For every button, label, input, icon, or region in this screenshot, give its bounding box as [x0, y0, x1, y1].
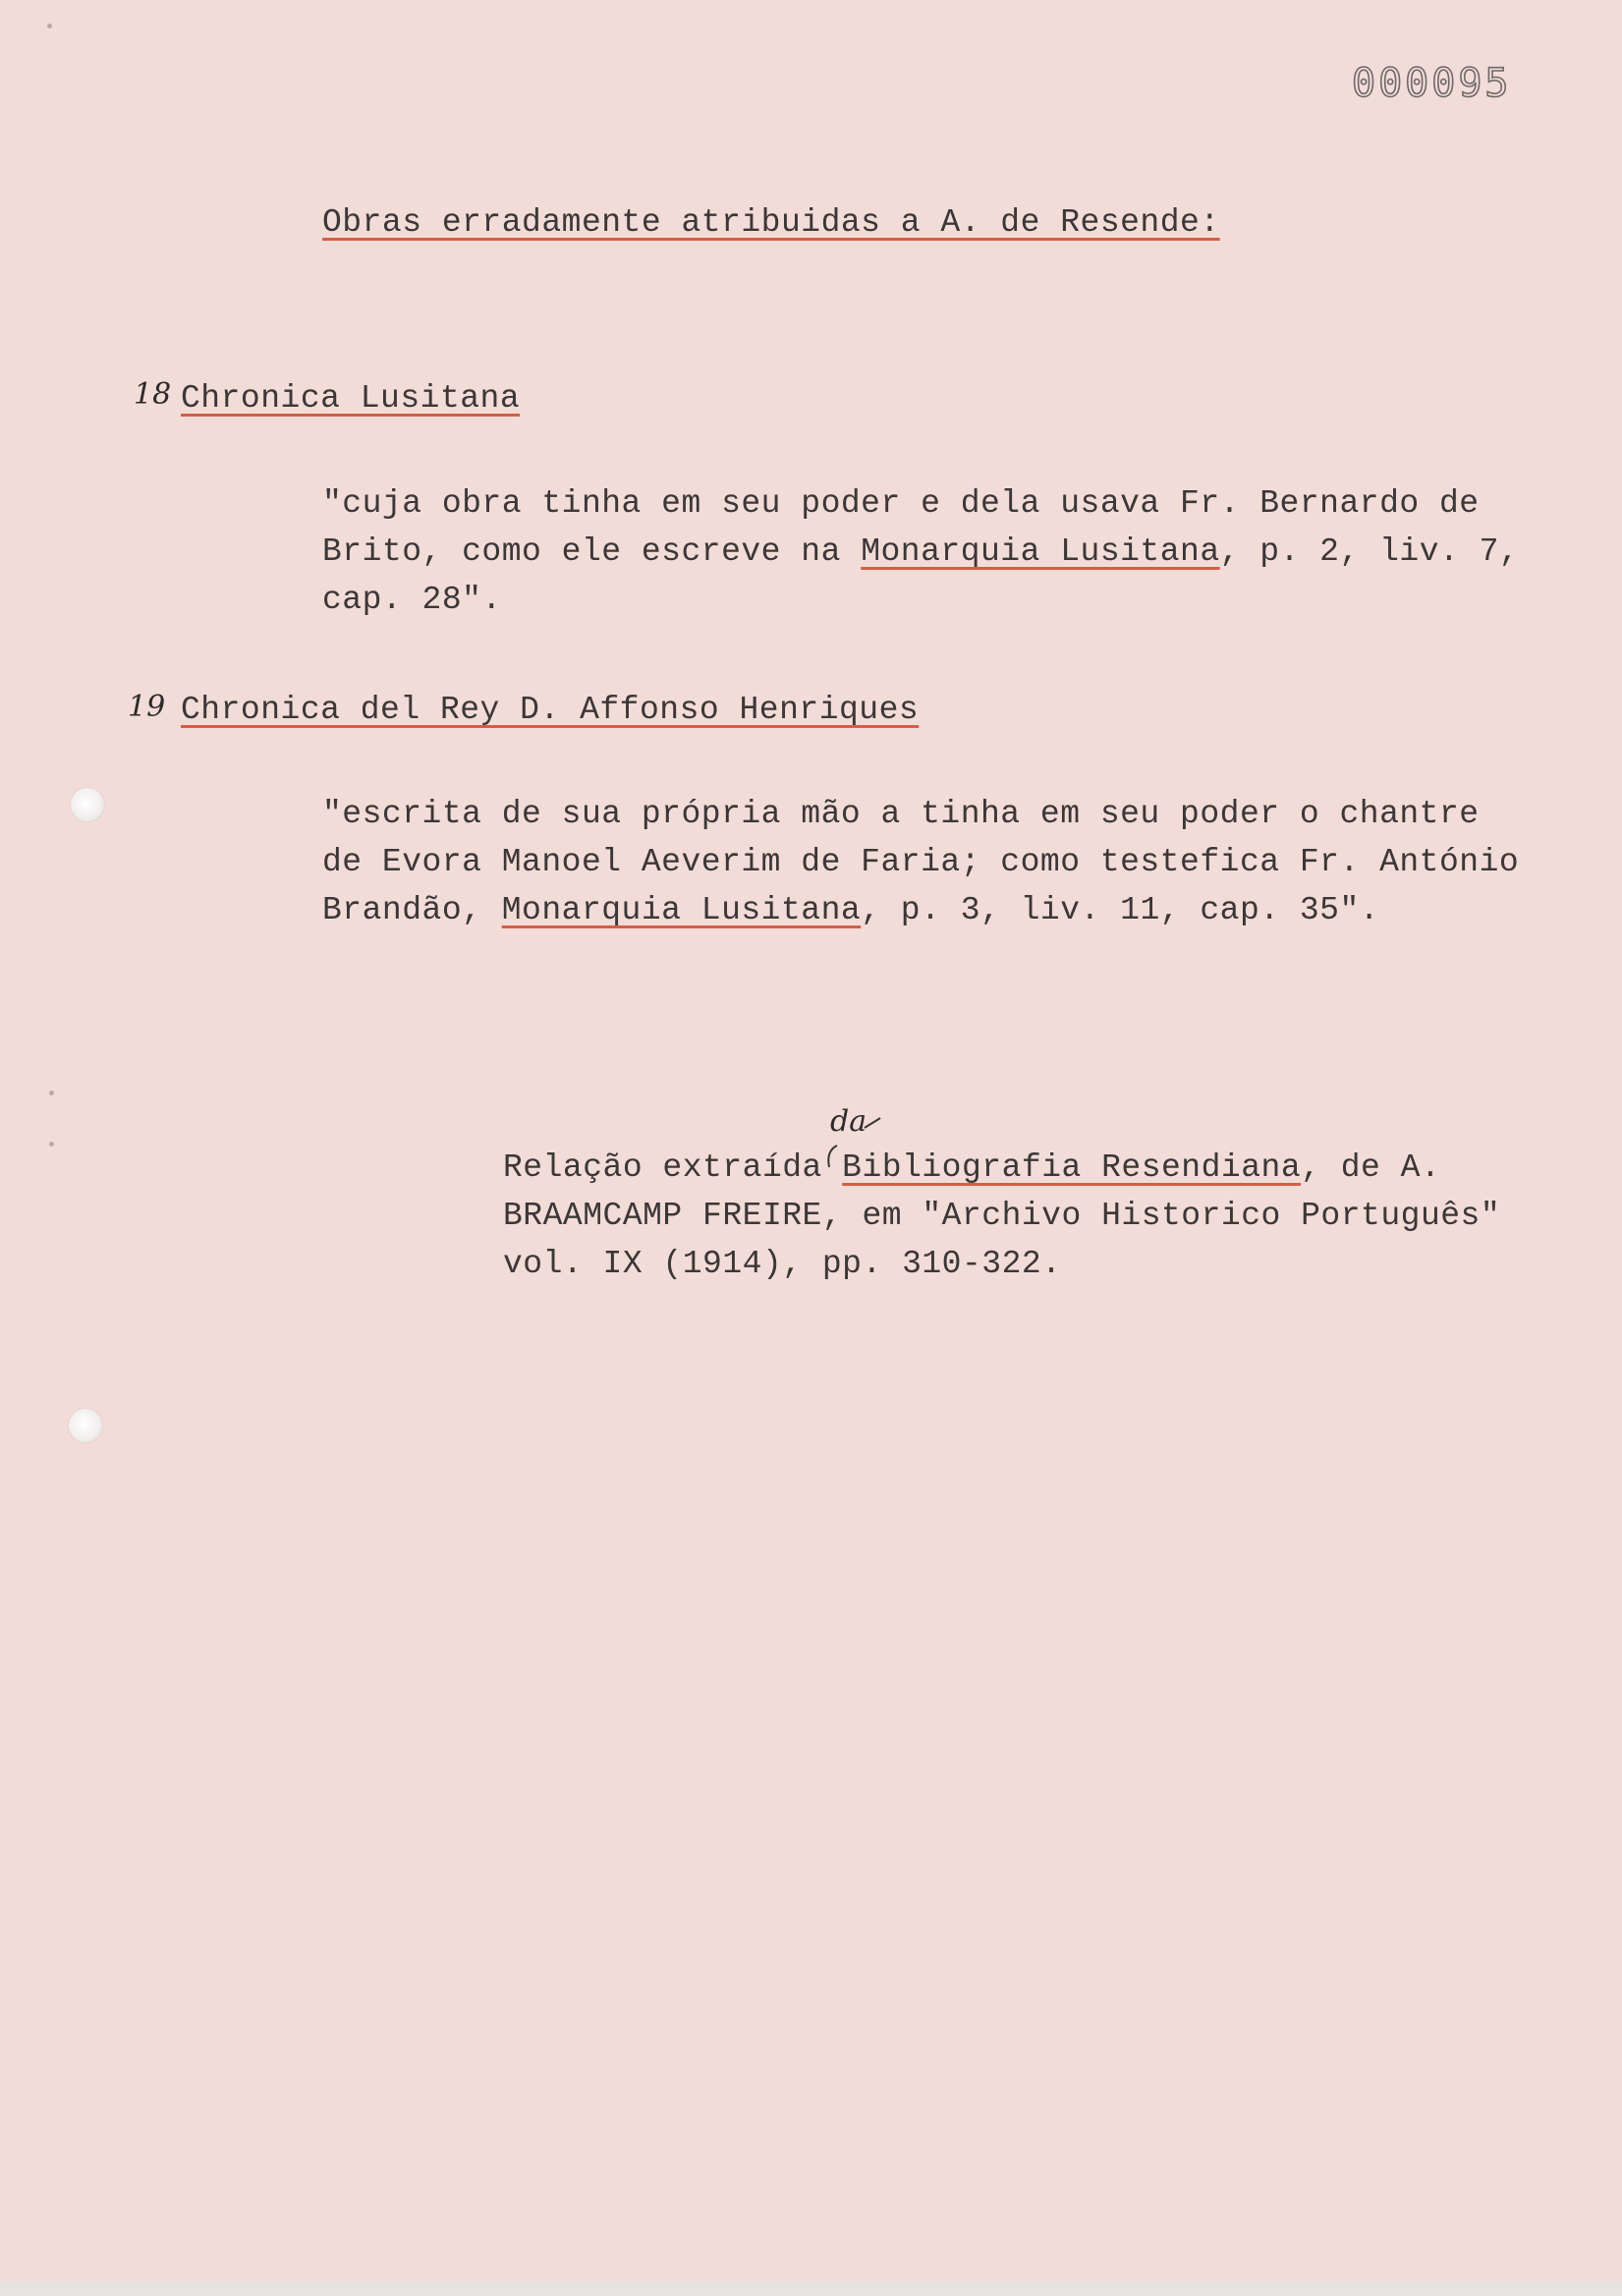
- paper-speck: [49, 1142, 54, 1147]
- entry-number-18: 18: [134, 377, 172, 412]
- work-title-monarquia: Monarquia Lusitana: [861, 533, 1220, 570]
- source-note: [503, 1144, 1500, 1288]
- entry-title-18: Chronica Lusitana: [181, 380, 521, 417]
- source-note-line: BRAAMCAMP FREIRE, em "Archivo Historico Português": [503, 1198, 1501, 1234]
- entry-quote-19: [322, 790, 1519, 934]
- quote-line: "cuja obra tinha em seu poder e dela usava Fr. Bernardo de: [322, 485, 1480, 522]
- quote-line: cap. 28".: [322, 582, 502, 618]
- quote-line: de Evora Manoel Aeverim de Faria; como testefica Fr. António: [322, 844, 1520, 880]
- work-title-bibliografia: Bibliografia Resendiana: [842, 1149, 1302, 1186]
- handwritten-insertion: da: [830, 1104, 867, 1139]
- scan-edge: [0, 2281, 1622, 2296]
- quote-line: Brandão, Monarquia Lusitana, p. 3, liv. 11, cap. 35".: [322, 892, 1380, 928]
- work-title-monarquia: Monarquia Lusitana: [501, 892, 862, 928]
- source-note-line: Relação extraída Bibliografia Resendiana, de A.: [503, 1149, 1441, 1186]
- quote-line: Brito, como ele escreve na Monarquia Lusitana, p. 2, liv. 7,: [322, 533, 1520, 570]
- page-heading: Obras erradamente atribuidas a A. de Resende:: [322, 204, 1220, 241]
- paper-speck: [49, 1091, 54, 1095]
- punch-hole: [71, 788, 104, 821]
- paper-speck: [47, 24, 52, 28]
- entry-title-19: Chronica del Rey D. Affonso Henriques: [181, 692, 920, 728]
- entry-number-19: 19: [128, 690, 166, 724]
- quote-line: "escrita de sua própria mão a tinha em seu poder o chantre: [322, 796, 1480, 832]
- source-note-line: vol. IX (1914), pp. 310-322.: [503, 1246, 1062, 1282]
- page-number-stamp: 000095: [1352, 61, 1512, 106]
- entry-quote-18: [322, 479, 1519, 624]
- punch-hole: [69, 1409, 102, 1442]
